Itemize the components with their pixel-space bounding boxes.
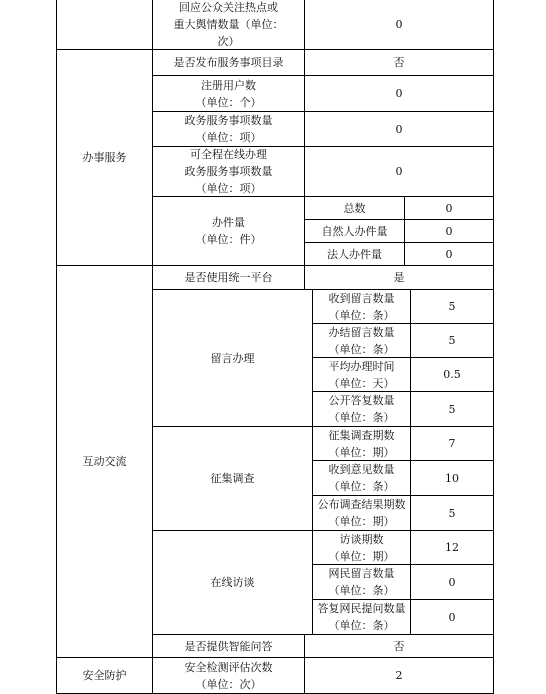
value-netizen-messages: 0 bbox=[410, 564, 494, 600]
label-hot-topics: 回应公众关注热点或 重大舆情数量（单位： 次） bbox=[152, 0, 305, 50]
value-service-items: 0 bbox=[304, 111, 494, 147]
value-handled-person: 0 bbox=[404, 219, 494, 243]
label-public-replies: 公开答复数量 （单位：条） bbox=[312, 391, 411, 427]
label-online-items: 可全程在线办理 政务服务事项数量 （单位：项） bbox=[152, 146, 305, 197]
label-message-received: 收到留言数量 （单位：条） bbox=[312, 289, 411, 324]
label-handled-total: 总数 bbox=[304, 196, 405, 220]
label-message-closed: 办结留言数量 （单位：条） bbox=[312, 323, 411, 358]
value-online-items: 0 bbox=[304, 146, 494, 197]
group-security: 安全防护 bbox=[56, 657, 153, 694]
value-registered-users: 0 bbox=[304, 75, 494, 112]
label-results-published: 公布调查结果期数 （单位：期） bbox=[312, 495, 411, 531]
value-netizen-replies: 0 bbox=[410, 599, 494, 635]
label-service-items: 政务服务事项数量 （单位：项） bbox=[152, 111, 305, 147]
label-unified-platform: 是否使用统一平台 bbox=[152, 265, 305, 290]
value-handled-legal: 0 bbox=[404, 242, 494, 266]
value-hot-topics: 0 bbox=[304, 0, 494, 50]
value-message-received: 5 bbox=[410, 289, 494, 324]
group-interaction: 互动交流 bbox=[56, 265, 153, 658]
value-results-published: 5 bbox=[410, 495, 494, 531]
label-publish-catalog: 是否发布服务事项目录 bbox=[152, 49, 305, 76]
value-opinions-received: 10 bbox=[410, 460, 494, 496]
label-survey: 征集调查 bbox=[152, 426, 313, 531]
label-message-handling: 留言办理 bbox=[152, 289, 313, 427]
label-opinions-received: 收到意见数量 （单位：条） bbox=[312, 460, 411, 496]
value-handled-total: 0 bbox=[404, 196, 494, 220]
label-registered-users: 注册用户数 （单位：个） bbox=[152, 75, 305, 112]
group-cell-top bbox=[56, 0, 153, 50]
value-publish-catalog: 否 bbox=[304, 49, 494, 76]
value-average-time: 0.5 bbox=[410, 357, 494, 392]
value-message-closed: 5 bbox=[410, 323, 494, 358]
value-interview-periods: 12 bbox=[410, 530, 494, 565]
label-netizen-replies: 答复网民提问数量 （单位：条） bbox=[312, 599, 411, 635]
value-security-assessments: 2 bbox=[304, 657, 494, 694]
value-survey-periods: 7 bbox=[410, 426, 494, 461]
label-handled-person: 自然人办件量 bbox=[304, 219, 405, 243]
value-public-replies: 5 bbox=[410, 391, 494, 427]
group-office-service: 办事服务 bbox=[56, 49, 153, 266]
label-handled: 办件量 （单位：件） bbox=[152, 196, 305, 266]
value-smart-qa: 否 bbox=[304, 634, 494, 658]
label-survey-periods: 征集调查期数 （单位：期） bbox=[312, 426, 411, 461]
value-unified-platform: 是 bbox=[304, 265, 494, 290]
label-interview-periods: 访谈期数 （单位：期） bbox=[312, 530, 411, 565]
label-netizen-messages: 网民留言数量 （单位：条） bbox=[312, 564, 411, 600]
label-smart-qa: 是否提供智能问答 bbox=[152, 634, 305, 658]
label-handled-legal: 法人办件量 bbox=[304, 242, 405, 266]
label-online-interview: 在线访谈 bbox=[152, 530, 313, 635]
label-average-time: 平均办理时间 （单位：天） bbox=[312, 357, 411, 392]
label-security-assessments: 安全检测评估次数 （单位：次） bbox=[152, 657, 305, 694]
